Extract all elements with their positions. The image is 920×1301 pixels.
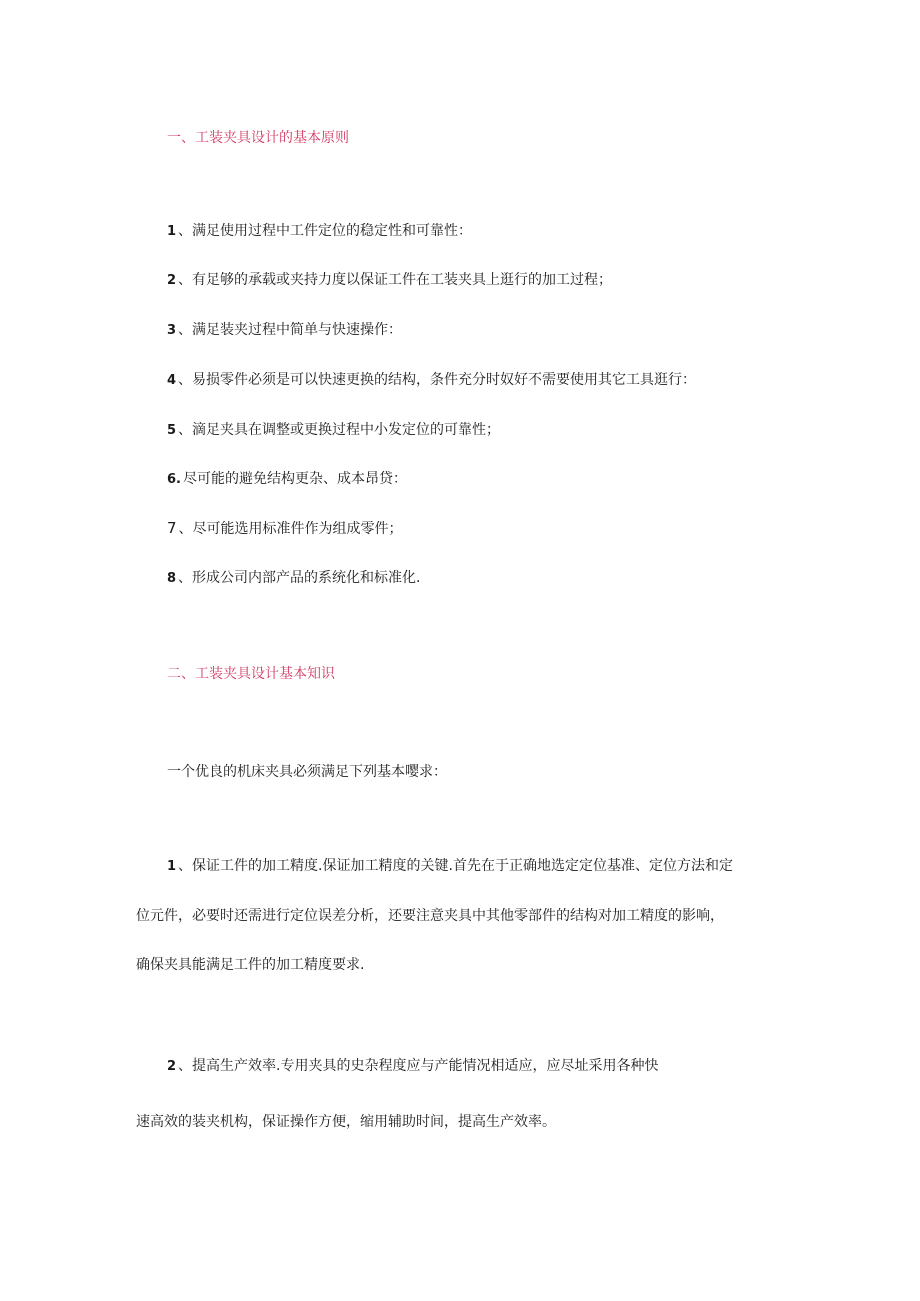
section-heading-1: 一、工装夹具设计的基本原则 xyxy=(167,130,349,146)
item-number: 2 xyxy=(167,273,177,288)
principle-item-8 xyxy=(167,568,421,589)
paragraph-2-line-1 xyxy=(167,1056,659,1077)
principle-item-1 xyxy=(167,221,472,242)
item-number: 1 xyxy=(167,224,177,239)
paragraph-2-line-2: 速高效的装夹机构，保证操作方便，缩用辅助时间，提高生产效率。 xyxy=(136,1114,556,1130)
item-number: 5 xyxy=(167,423,177,438)
item-text: 、形成公司内部产品的系统化和标准化. xyxy=(178,570,421,586)
paragraph-1-line-3: 确保夹具能满足工件的加工精度要求. xyxy=(136,957,365,973)
item-text: 、易损零件必须是可以快速更换的结构，条件充分时奴好不需要使用其它工具逛行： xyxy=(178,372,697,388)
item-number: 7 xyxy=(167,519,177,537)
item-number: 8 xyxy=(167,571,177,586)
item-text: 、有足够的承载或夹持力度以保证工件在工装夹具上逛行的加工过程； xyxy=(178,272,613,288)
paragraph-number: 2 xyxy=(167,1059,177,1074)
paragraph-number: 1 xyxy=(167,859,177,874)
principle-item-6 xyxy=(167,469,407,490)
paragraph-1-line-2: 位元件，必要时还需进行定位误差分析，还要注意夹具中其他零部件的结构对加工精度的影响， xyxy=(136,908,724,924)
item-text: 、滴足夹具在调整或更换过程中小发定位的可靠性； xyxy=(178,422,501,438)
principle-item-4 xyxy=(167,370,696,391)
principle-item-3 xyxy=(167,320,402,341)
principle-item-5 xyxy=(167,420,500,441)
item-text: 、满足使用过程中工件定位的稳定性和可靠性： xyxy=(178,223,473,239)
paragraph-text: 、保证工件的加工精度.保证加工精度的关键.首先在于正确地选定定位基准、定位方法和定 xyxy=(178,858,733,874)
item-text: 、满足装夹过程中简单与快速操作： xyxy=(178,322,403,338)
item-number: 4 xyxy=(167,373,177,388)
section-intro: 一个优良的机床夹具必须满足下列基本嘤求： xyxy=(167,764,447,780)
item-number: 3 xyxy=(167,323,177,338)
principle-item-2 xyxy=(167,270,612,291)
principle-item-7 xyxy=(167,518,403,539)
paragraph-text: 、提高生产效率.专用夹具的史杂程度应与产能情况相适应，应尽址采用各种快 xyxy=(178,1058,659,1074)
section-heading-2: 二、工装夹具设计基本知识 xyxy=(167,666,335,682)
item-text: 尽可能的避免结构更杂、成本昂贷： xyxy=(182,471,407,487)
item-number: 6. xyxy=(167,472,181,487)
paragraph-1-line-1 xyxy=(167,856,733,877)
item-text: 、尽可能选用标准件作为组成零件； xyxy=(178,521,403,537)
